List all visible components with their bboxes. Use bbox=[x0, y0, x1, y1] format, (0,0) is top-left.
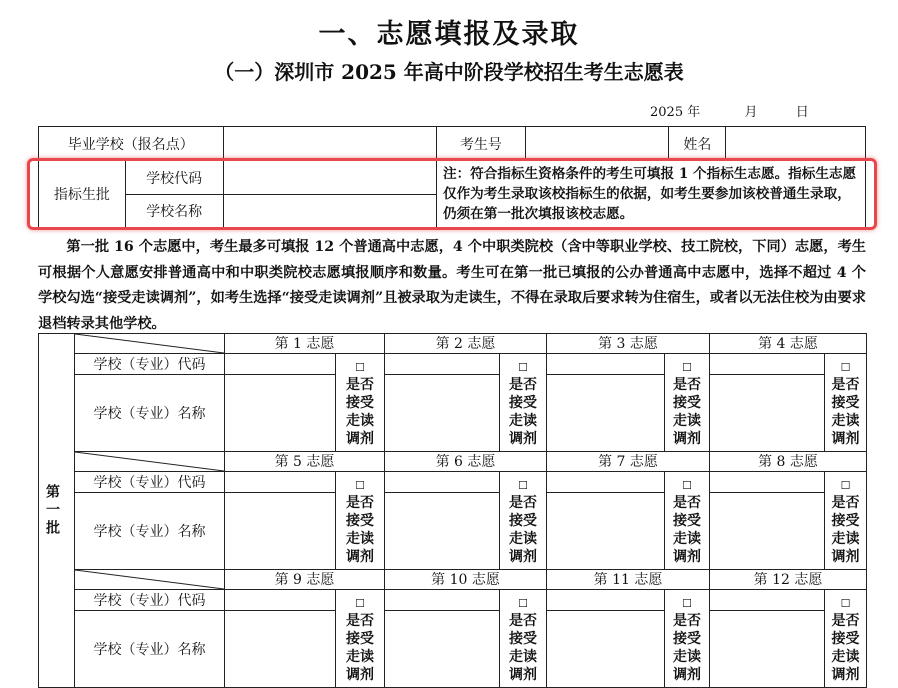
volunteer-header: 第 2 志愿 bbox=[385, 334, 547, 354]
accept-text: 是否 bbox=[346, 376, 374, 393]
accept-text: 接受 bbox=[509, 512, 537, 529]
quota-name-label: 学校名称 bbox=[125, 195, 223, 228]
volunteer-header: 第 9 志愿 bbox=[225, 570, 385, 590]
accept-checkbox[interactable]: ☐ bbox=[682, 596, 692, 610]
accept-text: 走读 bbox=[509, 648, 537, 665]
school-label: 毕业学校（报名点） bbox=[39, 127, 224, 161]
accept-text: 是否 bbox=[673, 612, 701, 629]
accept-text: 接受 bbox=[831, 394, 860, 411]
accept-checkbox[interactable]: ☐ bbox=[518, 478, 528, 492]
school-code-field[interactable] bbox=[385, 354, 500, 375]
school-code-field[interactable] bbox=[385, 472, 500, 493]
accept-text: 接受 bbox=[346, 512, 374, 529]
accept-text: 是否 bbox=[509, 494, 537, 511]
accept-text: 走读 bbox=[831, 530, 860, 547]
accept-text: 是否 bbox=[346, 612, 374, 629]
school-name-field[interactable] bbox=[547, 493, 665, 570]
corner-diagonal-cell bbox=[75, 334, 225, 354]
accept-text: 接受 bbox=[509, 394, 537, 411]
school-name-field[interactable] bbox=[385, 611, 500, 688]
accept-text: 接受 bbox=[831, 630, 860, 647]
school-name-field[interactable] bbox=[710, 493, 825, 570]
date-year: 2025 年 bbox=[650, 105, 701, 120]
accept-text: 走读 bbox=[831, 412, 860, 429]
accept-checkbox[interactable]: ☐ bbox=[682, 478, 692, 492]
accept-text: 调剂 bbox=[346, 430, 374, 447]
volunteer-header: 第 6 志愿 bbox=[385, 452, 547, 472]
accept-text: 是否 bbox=[831, 612, 860, 629]
school-name-field[interactable] bbox=[710, 375, 825, 452]
accept-text: 接受 bbox=[673, 630, 701, 647]
accept-text: 走读 bbox=[831, 648, 860, 665]
school-name-field[interactable] bbox=[225, 375, 336, 452]
accept-text: 接受 bbox=[346, 394, 374, 411]
first-batch-label: 第一批 bbox=[39, 334, 75, 688]
accept-text: 是否 bbox=[346, 494, 374, 511]
accept-text: 调剂 bbox=[346, 548, 374, 565]
accept-checkbox[interactable]: ☐ bbox=[518, 596, 528, 610]
accept-commute-option[interactable] bbox=[825, 472, 867, 570]
volunteer-header: 第 5 志愿 bbox=[225, 452, 385, 472]
volunteer-header: 第 4 志愿 bbox=[710, 334, 867, 354]
volunteer-header: 第 11 志愿 bbox=[547, 570, 710, 590]
accept-text: 调剂 bbox=[673, 666, 701, 683]
school-code-label: 学校（专业）代码 bbox=[75, 472, 225, 493]
school-field[interactable] bbox=[223, 127, 436, 161]
accept-text: 走读 bbox=[346, 412, 374, 429]
form-subtitle: （一）深圳市 2025 年高中阶段学校招生考生志愿表 bbox=[214, 60, 684, 84]
accept-text: 接受 bbox=[831, 512, 860, 529]
accept-commute-option[interactable] bbox=[500, 354, 547, 452]
school-name-field[interactable] bbox=[385, 493, 500, 570]
school-code-field[interactable] bbox=[547, 472, 665, 493]
accept-checkbox[interactable]: ☐ bbox=[840, 360, 851, 374]
school-code-field[interactable] bbox=[225, 472, 336, 493]
accept-text: 调剂 bbox=[831, 548, 860, 565]
quota-note: 注：符合指标生资格条件的考生可填报 1 个指标生志愿。指标生志愿仅作为考生录取该校指标生的依据，如考生要参加该校普通生录取，仍须在第一批次填报该校志愿。 bbox=[437, 161, 866, 228]
volunteer-header: 第 7 志愿 bbox=[547, 452, 710, 472]
accept-commute-option[interactable] bbox=[336, 354, 385, 452]
accept-checkbox[interactable]: ☐ bbox=[355, 360, 365, 374]
school-name-field[interactable] bbox=[710, 611, 825, 688]
name-field[interactable] bbox=[726, 127, 866, 161]
accept-text: 是否 bbox=[673, 494, 701, 511]
school-code-field[interactable] bbox=[385, 590, 500, 611]
school-name-label: 学校（专业）名称 bbox=[75, 375, 225, 452]
accept-text: 调剂 bbox=[673, 548, 701, 565]
accept-text: 走读 bbox=[673, 412, 701, 429]
accept-checkbox[interactable]: ☐ bbox=[840, 478, 851, 492]
accept-checkbox[interactable]: ☐ bbox=[840, 596, 851, 610]
accept-text: 是否 bbox=[509, 376, 537, 393]
accept-commute-option[interactable] bbox=[500, 590, 547, 688]
instructions-text: 第一批 16 个志愿中，考生最多可填报 12 个普通高中志愿，4 个中职类院校（含中等职业学校、技工院校，下同）志愿，考生可根据个人意愿安排普通高中和中职类院校志愿填报顺序和数量。考生可在第一批已填报的公办普通高中志愿中，选择不超过 4 个学校勾选“接受走读调剂”，如考生选择“接受走读调剂”且被录取为走读生，不得在录取后要求转为住宿生，或者以无法住校为由要求退档转录其他学校。 bbox=[38, 239, 866, 332]
school-name-field[interactable] bbox=[385, 375, 500, 452]
quota-code-field[interactable] bbox=[223, 161, 436, 195]
school-name-field[interactable] bbox=[225, 611, 336, 688]
quota-code-label: 学校代码 bbox=[125, 161, 223, 195]
accept-commute-option[interactable] bbox=[665, 472, 710, 570]
page-title: 一、志愿填报及录取 bbox=[318, 19, 580, 50]
accept-checkbox[interactable]: ☐ bbox=[355, 596, 365, 610]
school-code-label: 学校（专业）代码 bbox=[75, 354, 225, 375]
accept-text: 走读 bbox=[509, 412, 537, 429]
date-line bbox=[650, 101, 809, 120]
accept-text: 是否 bbox=[831, 494, 860, 511]
corner-diagonal-cell bbox=[75, 452, 225, 472]
accept-text: 接受 bbox=[673, 512, 701, 529]
accept-text: 调剂 bbox=[509, 666, 537, 683]
volunteer-header: 第 8 志愿 bbox=[710, 452, 867, 472]
school-name-field[interactable] bbox=[547, 375, 665, 452]
school-code-field[interactable] bbox=[547, 590, 665, 611]
exam-no-field[interactable] bbox=[525, 127, 669, 161]
school-code-field[interactable] bbox=[710, 472, 825, 493]
accept-commute-option[interactable] bbox=[825, 354, 867, 452]
accept-text: 调剂 bbox=[831, 430, 860, 447]
school-name-label: 学校（专业）名称 bbox=[75, 611, 225, 688]
accept-commute-option[interactable] bbox=[665, 354, 710, 452]
applicant-info-table bbox=[38, 126, 866, 228]
accept-commute-option[interactable] bbox=[825, 590, 867, 688]
accept-text: 接受 bbox=[673, 394, 701, 411]
accept-text: 走读 bbox=[346, 530, 374, 547]
quota-batch-label: 指标生批 bbox=[39, 161, 126, 228]
accept-text: 走读 bbox=[346, 648, 374, 665]
school-code-field[interactable] bbox=[225, 590, 336, 611]
accept-text: 调剂 bbox=[509, 430, 537, 447]
accept-text: 走读 bbox=[509, 530, 537, 547]
volunteer-header: 第 3 志愿 bbox=[547, 334, 710, 354]
accept-checkbox[interactable]: ☐ bbox=[518, 360, 528, 374]
school-code-field[interactable] bbox=[225, 354, 336, 375]
accept-text: 调剂 bbox=[346, 666, 374, 683]
quota-name-field[interactable] bbox=[223, 195, 436, 228]
accept-text: 接受 bbox=[509, 630, 537, 647]
school-code-field[interactable] bbox=[710, 590, 825, 611]
accept-text: 调剂 bbox=[509, 548, 537, 565]
accept-text: 是否 bbox=[509, 612, 537, 629]
accept-commute-option[interactable] bbox=[336, 472, 385, 570]
accept-text: 接受 bbox=[346, 630, 374, 647]
school-name-label: 学校（专业）名称 bbox=[75, 493, 225, 570]
date-day: 日 bbox=[795, 105, 809, 120]
date-month: 月 bbox=[744, 105, 758, 120]
accept-text: 调剂 bbox=[673, 430, 701, 447]
volunteer-header: 第 1 志愿 bbox=[225, 334, 385, 354]
school-name-field[interactable] bbox=[547, 611, 665, 688]
accept-text: 走读 bbox=[673, 648, 701, 665]
volunteer-header: 第 10 志愿 bbox=[385, 570, 547, 590]
accept-checkbox[interactable]: ☐ bbox=[682, 360, 692, 374]
accept-text: 是否 bbox=[673, 376, 701, 393]
school-name-field[interactable] bbox=[225, 493, 336, 570]
corner-diagonal-cell bbox=[75, 570, 225, 590]
accept-commute-option[interactable] bbox=[336, 590, 385, 688]
exam-no-label: 考生号 bbox=[437, 127, 526, 161]
accept-checkbox[interactable]: ☐ bbox=[355, 478, 365, 492]
accept-text: 走读 bbox=[673, 530, 701, 547]
name-label: 姓名 bbox=[669, 127, 726, 161]
accept-text: 是否 bbox=[831, 376, 860, 393]
school-code-field[interactable] bbox=[547, 354, 665, 375]
accept-commute-option[interactable] bbox=[500, 472, 547, 570]
accept-commute-option[interactable] bbox=[665, 590, 710, 688]
school-code-field[interactable] bbox=[710, 354, 825, 375]
volunteer-header: 第 12 志愿 bbox=[710, 570, 867, 590]
first-batch-table bbox=[38, 333, 867, 688]
school-code-label: 学校（专业）代码 bbox=[75, 590, 225, 611]
accept-text: 调剂 bbox=[831, 666, 860, 683]
